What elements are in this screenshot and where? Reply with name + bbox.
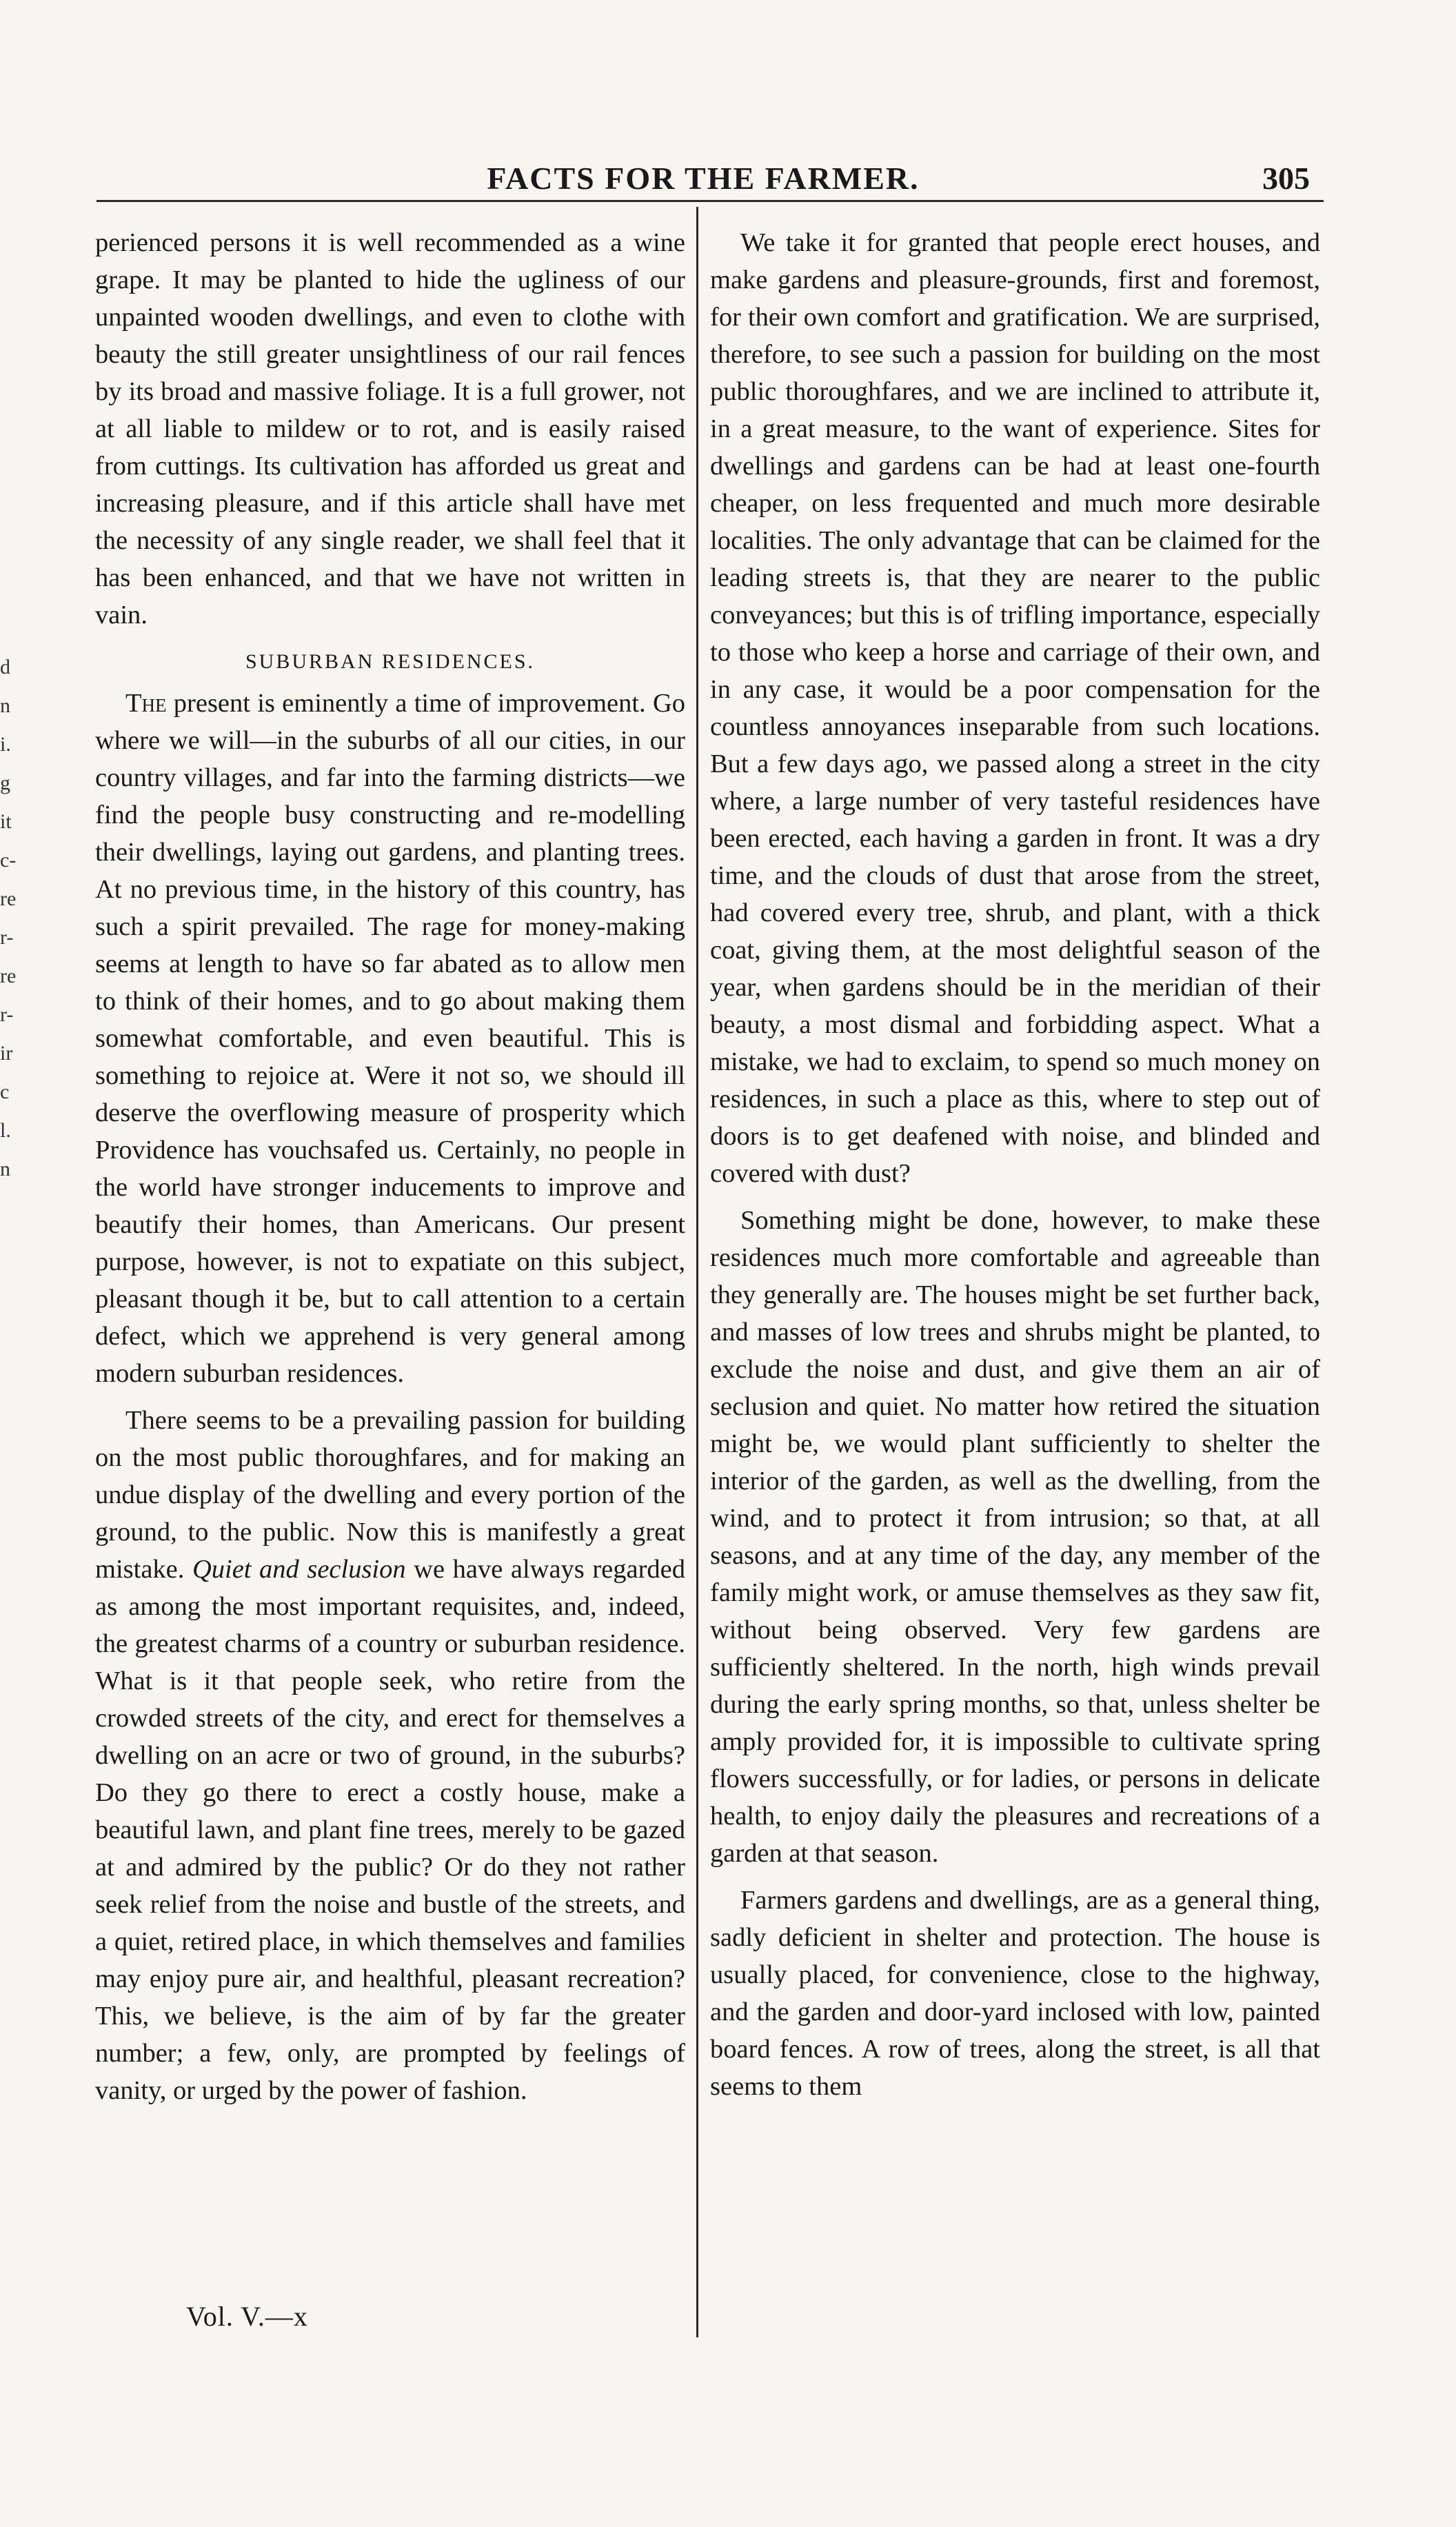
margin-mark: l.	[0, 1119, 11, 1142]
margin-mark: i.	[0, 733, 11, 756]
margin-mark: c	[0, 1080, 10, 1103]
emphasis-text: Quiet and seclusion	[192, 1555, 406, 1584]
paragraph	[95, 1402, 685, 2109]
paragraph-text: present is eminently a time of improvement. Go where we will—in the suburbs of all our cities, in our country villages, and far into the farming districts—we find the people busy constructing and re-modelling their dwellings, laying out gardens, and planting trees. At no previous time, in the history of this country, has such a spirit prevailed. The rage for money-making seems at length to have so far abated as to allow men to think of their homes, and to go about making them somewhat comfortable, and even beautiful. This is something to rejoice at. Were it not so, we should ill deserve the overflowing measure of prosperity which Providence has vouchsafed us. Certainly, no people in the world have stronger inducements to improve and beautify their homes, than Americans. Our present purpose, however, is not to expatiate on this subject, pleasant though it be, but to call attention to a certain defect, which we apprehend is very general among modern suburban residences.	[95, 689, 685, 1388]
signature-mark: Vol. V.—x	[186, 2301, 308, 2332]
paragraph	[95, 685, 685, 1392]
margin-mark: n	[0, 1158, 10, 1180]
margin-mark: r-	[0, 926, 14, 949]
margin-mark: n	[0, 694, 10, 717]
column-divider	[696, 207, 698, 2337]
margin-mark: it	[0, 810, 12, 833]
lead-word: The	[125, 689, 167, 718]
margin-bleed-through	[0, 648, 28, 1189]
margin-mark: g	[0, 772, 10, 794]
margin-mark: r-	[0, 1003, 14, 1026]
section-heading: SUBURBAN RESIDENCES.	[245, 650, 536, 673]
paragraph: We take it for granted that people erect houses, and make gardens and pleasure-grounds, first and foremost, for their own comfort and gratification. We are surprised, therefore, to see such a passion for building on the most public thoroughfares, and we are inclined to attribute it, in a great measure, to the want of experience. Sites for dwellings and gardens can be had at least one-fourth cheaper, on less frequented and much more desirable localities. The only advantage that can be claimed for the leading streets is, that they are nearer to the public conveyances; but this is of trifling importance, especially to those who keep a horse and carriage of their own, and in any case, it would be a poor compensation for the countless annoyances inseparable from such locations. But a few days ago, we passed along a street in the city where, a large number of very tasteful residences have been erected, each having a garden in front. It was a dry time, and the clouds of dust that arose from the street, had covered every tree, shrub, and plant, with a thick coat, giving them, at the most delightful season of the year, when gardens should be in the meridian of their beauty, a most dismal and forbidding aspect. What a mistake, we had to exclaim, to spend so much money on residences, in such a place as this, where to step out of doors is to get deafened with noise, and blinded and covered with dust?	[710, 228, 1320, 1188]
header-rule	[97, 200, 1324, 202]
page-number: 305	[1262, 161, 1310, 196]
margin-mark: re	[0, 965, 17, 987]
margin-mark: ir	[0, 1042, 13, 1065]
paragraph: Farmers gardens and dwellings, are as a general thing, sadly deficient in shelter and protection. The house is usually placed, for convenience, close to the highway, and the garden and door-yard inclosed with low, painted board fences. A row of trees, along the street, is all that seems to them	[710, 1886, 1320, 2101]
running-title: FACTS FOR THE FARMER.	[487, 161, 920, 196]
paragraph: Something might be done, however, to make these residences much more comfortable and agreeable than they generally are. The houses might be set further back, and masses of low trees and shrubs might be planted, to exclude the noise and dust, and give them an air of seclusion and quiet. No matter how retired the situation might be, we would plant sufficiently to shelter the interior of the garden, as well as the dwelling, from the wind, and to protect it from intrusion; so that, at all seasons, and at any time of the day, any member of the family might work, or amuse themselves as they saw fit, without being observed. Very few gardens are sufficiently sheltered. In the north, high winds prevail during the early spring months, so that, unless shelter be amply provided for, it is impossible to cultivate spring flowers successfully, or for ladies, or persons in delicate health, to enjoy daily the pleasures and recreations of a garden at that season.	[710, 1206, 1320, 1868]
paragraph-text: There seems to be a prevailing passion for building on the most public thoroughfares, and for making an undue display of the dwelling and every portion of the ground, to the public. Now this is manifestly a great mistake.	[95, 1406, 685, 1584]
margin-mark: d	[0, 656, 10, 678]
margin-mark: re	[0, 887, 17, 910]
margin-mark: c-	[0, 849, 17, 872]
paragraph-text: we have always regarded as among the most important requisites, and, indeed, the greatest charms of a country or suburban residence. What is it that people seek, who retire from the crowded streets of the city, and erect for themselves a dwelling on an acre or two of ground, in the suburbs? Do they go there to erect a costly house, make a beautiful lawn, and plant fine trees, merely to be gazed at and admired by the public? Or do they not rather seek relief from the noise and bustle of the streets, and a quiet, retired place, in which themselves and families may enjoy pure air, and healthful, pleasant recreation? This, we believe, is the aim of by far the greater number; a few, only, are prompted by feelings of vanity, or urged by the power of fashion.	[95, 1555, 685, 2105]
right-column	[710, 224, 1320, 2115]
left-column	[95, 224, 685, 2119]
paragraph: perienced persons it is well recommended as a wine grape. It may be planted to hide the ugliness of our unpainted wooden dwellings, and even to clothe with beauty the still greater unsightliness of our rail fences by its broad and massive foliage. It is a full grower, not at all liable to mildew or to rot, and is easily raised from cuttings. Its cultivation has afforded us great and increasing pleasure, and if this article shall have met the necessity of any single reader, we shall feel that it has been enhanced, and that we have not written in vain.	[95, 228, 685, 630]
